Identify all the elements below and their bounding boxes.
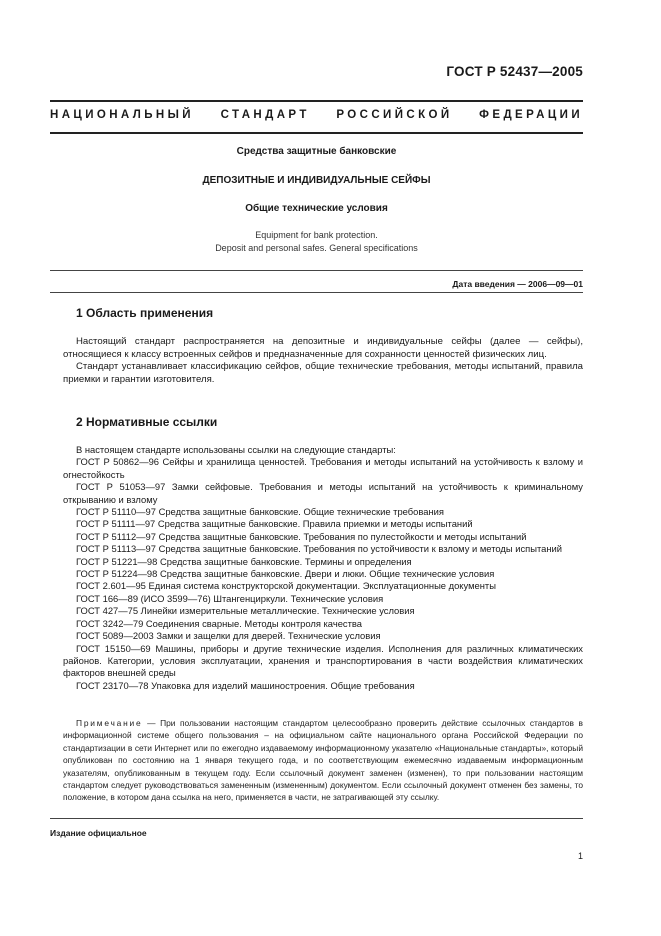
section1-heading: 1 Область применения [76, 306, 214, 320]
reference-item: ГОСТ 2.601—95 Единая система конструкторской документации. Эксплуатационные документы [76, 580, 496, 592]
reference-item: ГОСТ Р 51111—97 Средства защитные банковские. Правила приемки и методы испытаний [76, 518, 473, 530]
reference-item: ГОСТ Р 51112—97 Средства защитные банковские. Требования по пулестойкости и методы испытаний [76, 530, 527, 542]
header-rule-top [50, 100, 583, 102]
official-edition-label: Издание официальное [50, 828, 147, 838]
section2-heading: 2 Нормативные ссылки [76, 415, 218, 429]
date-rule-top [50, 270, 583, 271]
title-english-line1: Equipment for bank protection. [255, 230, 378, 240]
reference-item: ГОСТ Р 51053—97 Замки сейфовые. Требования и методы испытаний на устойчивость к криминальному открыванию и взлому [63, 481, 583, 505]
date-introduced: Дата введения — 2006—09—01 [452, 279, 583, 289]
reference-item: ГОСТ 3242—79 Соединения сварные. Методы контроля качества [76, 617, 362, 629]
references-intro: В настоящем стандарте использованы ссылки на следующие стандарты: [76, 444, 396, 455]
reference-item: ГОСТ 5089—2003 Замки и защелки для дверей. Технические условия [76, 630, 381, 642]
title-main: ДЕПОЗИТНЫЕ И ИНДИВИДУАЛЬНЫЕ СЕЙФЫ [202, 175, 431, 186]
reference-item: ГОСТ Р 51221—98 Средства защитные банковские. Термины и определения [76, 555, 412, 567]
header-rule-bottom [50, 132, 583, 134]
references-note [63, 717, 583, 804]
reference-item: ГОСТ 166—89 (ИСО 3599—76) Штангенциркули. Технические условия [76, 592, 384, 604]
references-list [63, 444, 583, 692]
section1-body [63, 336, 583, 387]
standard-code: ГОСТ Р 52437—2005 [446, 64, 583, 79]
footer-rule [50, 818, 583, 819]
title-english-line2: Deposit and personal safes. General specifications [215, 243, 418, 253]
section1-paragraph-1: Настоящий стандарт распространяется на депозитные и индивидуальные сейфы (далее — сейфы), относящиеся к классу встроенных сейфов и предназначенные для сохранности ценностей физических лиц. [63, 336, 583, 360]
section1-paragraph-2: Стандарт устанавливает классификацию сейфов, общие технические требования, методы испытаний, правила приемки и гарантии изготовителя. [63, 361, 583, 386]
title-category: Средства защитные банковские [236, 146, 397, 157]
page-number: 1 [577, 851, 583, 861]
reference-item: ГОСТ 427—75 Линейки измерительные металлические. Технические условия [76, 605, 415, 617]
reference-item: ГОСТ Р 50862—96 Сейфы и хранилища ценностей. Требования и методы испытаний на устойчивость к взлому и огнестойкость [63, 456, 583, 480]
note-text: — При пользовании настоящим стандартом целесообразно проверить действие ссылочных стандартов в информационной системе общего пользования – на официальном сайте национального органа Российской Федерации по стандартизации в сети Интернет или по ежегодно издаваемому информационному указателю «Национальные стандарты», который опубликован по состоянию на 1 января текущего года, и по соответствующим ежемесячно издаваемым информационным указателям, опубликованным в текущем году. Если ссылочный документ заменен (изменен), то при пользовании настоящим стандартом следует руководствоваться замененным (измененным) документом. Если ссылочный документ отменен без замены, то положение, в котором дана ссылка на него, применяется в части, не затрагивающей эту ссылку. [63, 718, 583, 803]
reference-item: ГОСТ 23170—78 Упаковка для изделий машиностроения. Общие требования [76, 679, 415, 691]
title-sub: Общие технические условия [245, 203, 388, 214]
reference-item: ГОСТ 15150—69 Машины, приборы и другие технические изделия. Исполнения для различных климатических районов. Категории, условия эксплуатации, хранения и транспортирования в части воздействия климатических факторов внешней среды [63, 642, 583, 679]
reference-item: ГОСТ Р 51113—97 Средства защитные банковские. Требования по устойчивости к взлому и методы испытаний [76, 543, 563, 555]
date-rule-bottom [50, 292, 583, 293]
title-english [50, 229, 583, 255]
note-label: Примечание [76, 718, 143, 728]
national-standard-banner: НАЦИОНАЛЬНЫЙ СТАНДАРТ РОССИЙСКОЙ ФЕДЕРАЦИИ [50, 109, 583, 121]
reference-item: ГОСТ Р 51224—98 Средства защитные банковские. Двери и люки. Общие технические условия [76, 568, 495, 580]
reference-item: ГОСТ Р 51110—97 Средства защитные банковские. Общие технические требования [76, 506, 444, 518]
